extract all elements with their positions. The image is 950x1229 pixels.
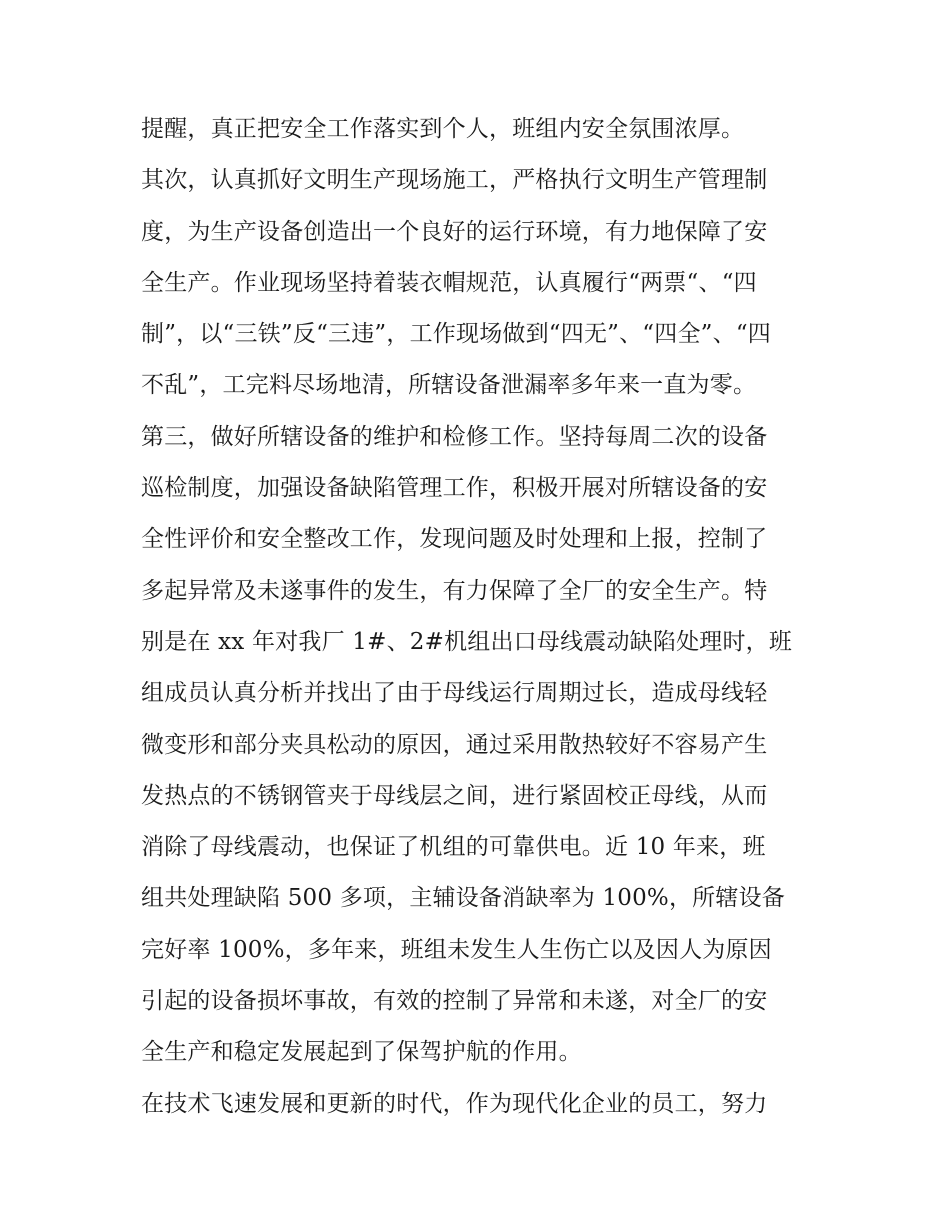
text-line: 其次，认真抓好文明生产现场施工，严格执行文明生产管理制 xyxy=(141,167,768,194)
text-line: 度，为生产设备创造出一个良好的运行环境，有力地保障了安 xyxy=(141,218,768,245)
text-line: 引起的设备损坏事故，有效的控制了异常和未遂，对全厂的安 xyxy=(141,988,768,1015)
text-line: 不乱”，工完料尽场地清，所辖设备泄漏率多年来一直为零。 xyxy=(141,372,757,399)
text-line: 全生产。作业现场坚持着装衣帽规范，认真履行“两票“、“四 xyxy=(141,269,757,296)
text-line: 第三，做好所辖设备的维护和检修工作。坚持每周二次的设备 xyxy=(141,423,768,450)
text-line: 多起异常及未遂事件的发生，有力保障了全厂的安全生产。特 xyxy=(141,577,768,604)
text-line: 制”，以“三铁”反“三违”，工作现场做到“四无”、“四全”、“四 xyxy=(141,321,771,348)
text-line: 巡检制度，加强设备缺陷管理工作，积极开展对所辖设备的安 xyxy=(141,475,768,502)
text-line: 全性评价和安全整改工作，发现问题及时处理和上报，控制了 xyxy=(141,526,768,553)
text-line: 组成员认真分析并找出了由于母线运行周期过长，造成母线轻 xyxy=(141,680,768,707)
body-text xyxy=(141,104,821,1130)
text-line: 微变形和部分夹具松动的原因，通过采用散热较好不容易产生 xyxy=(141,731,768,758)
text-line: 组共处理缺陷 500 多项，主辅设备消缺率为 100%，所辖设备 xyxy=(141,885,785,912)
text-line: 别是在 xx 年对我厂 1#、2#机组出口母线震动缺陷处理时，班 xyxy=(141,628,793,655)
text-line: 全生产和稳定发展起到了保驾护航的作用。 xyxy=(141,1039,582,1066)
text-line: 消除了母线震动，也保证了机组的可靠供电。近 10 年来，班 xyxy=(141,834,766,861)
text-line: 发热点的不锈钢管夹于母线层之间，进行紧固校正母线，从而 xyxy=(141,782,768,809)
text-line: 在技术飞速发展和更新的时代，作为现代化企业的员工，努力 xyxy=(141,1090,768,1117)
text-line: 完好率 100%，多年来，班组未发生人生伤亡以及因人为原因 xyxy=(141,936,772,963)
text-line: 提醒，真正把安全工作落实到个人，班组内安全氛围浓厚。 xyxy=(141,116,745,142)
